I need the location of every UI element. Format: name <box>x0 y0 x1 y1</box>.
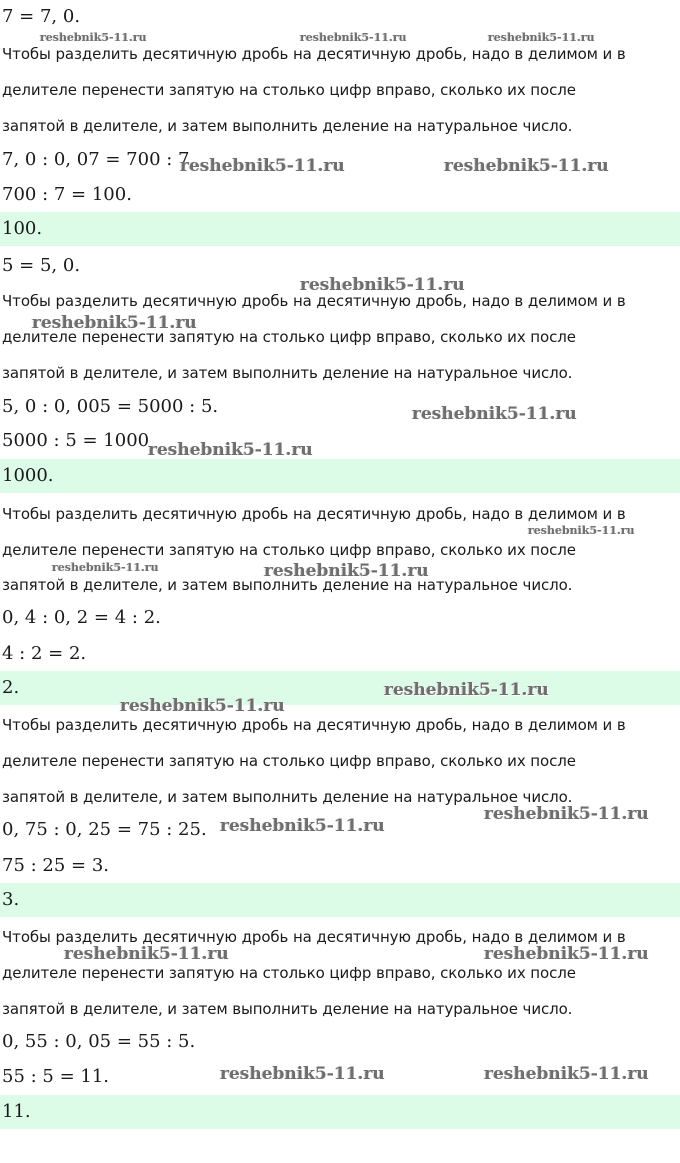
rule-text-line: Чтобы разделить десятичную дробь на десятичную дробь, надо в делимом и в <box>2 928 626 946</box>
answer-row: 1000. <box>0 459 680 493</box>
watermark-text: reshebnik5-11.ru <box>484 1064 649 1084</box>
watermark-text: reshebnik5-11.ru <box>412 404 577 424</box>
rule-text-line: запятой в делителе, и затем выполнить деление на натуральное число. <box>2 364 573 382</box>
rule-text-line: Чтобы разделить десятичную дробь на десятичную дробь, надо в делимом и в <box>2 716 626 734</box>
rule-text-line: запятой в делителе, и затем выполнить деление на натуральное число. <box>2 576 573 594</box>
watermark-text: reshebnik5-11.ru <box>32 313 197 333</box>
rule-text-line: запятой в делителе, и затем выполнить деление на натуральное число. <box>2 117 573 135</box>
equation-line: 0, 55 : 0, 05 = 55 : 5. <box>2 1031 196 1052</box>
watermark-text: reshebnik5-11.ru <box>52 561 159 574</box>
watermark-text: reshebnik5-11.ru <box>484 804 649 824</box>
rule-text-line: делителе перенести запятую на столько цифр вправо, сколько их после <box>2 964 576 982</box>
rule-text-line: запятой в делителе, и затем выполнить деление на натуральное число. <box>2 788 573 806</box>
rule-text-line: делителе перенести запятую на столько цифр вправо, сколько их после <box>2 752 576 770</box>
watermark-text: reshebnik5-11.ru <box>180 156 345 176</box>
equation-line: 5000 : 5 = 1000 <box>2 430 150 451</box>
watermark-text: reshebnik5-11.ru <box>444 156 609 176</box>
equation-line: 55 : 5 = 11. <box>2 1066 110 1087</box>
equation-line: 700 : 7 = 100. <box>2 184 132 205</box>
equation-line: 0, 75 : 0, 25 = 75 : 25. <box>2 819 207 840</box>
rule-text-line: Чтобы разделить десятичную дробь на десятичную дробь, надо в делимом и в <box>2 292 626 310</box>
rule-text-line: Чтобы разделить десятичную дробь на десятичную дробь, надо в делимом и в <box>2 45 626 63</box>
equation-line: 5, 0 : 0, 005 = 5000 : 5. <box>2 396 219 417</box>
equation-line: 7, 0 : 0, 07 = 700 : 7 <box>2 149 190 170</box>
equation-line: 4 : 2 = 2. <box>2 643 87 664</box>
answer-row: 2. <box>0 671 680 705</box>
rule-text-line: делителе перенести запятую на столько цифр вправо, сколько их после <box>2 328 576 346</box>
watermark-text: reshebnik5-11.ru <box>300 31 407 44</box>
rule-text-line: Чтобы разделить десятичную дробь на десятичную дробь, надо в делимом и в <box>2 505 626 523</box>
watermark-text: reshebnik5-11.ru <box>264 561 429 581</box>
answer-row: 3. <box>0 883 680 917</box>
watermark-text: reshebnik5-11.ru <box>64 944 229 964</box>
watermark-text: reshebnik5-11.ru <box>488 31 595 44</box>
watermark-text: reshebnik5-11.ru <box>120 696 285 716</box>
equation-line: 5 = 5, 0. <box>2 255 81 276</box>
watermark-text: reshebnik5-11.ru <box>220 1064 385 1084</box>
equation-line: 7 = 7, 0. <box>2 6 81 27</box>
answer-row: 11. <box>0 1095 680 1129</box>
watermark-text: reshebnik5-11.ru <box>528 524 635 537</box>
rule-text-line: делителе перенести запятую на столько цифр вправо, сколько их после <box>2 81 576 99</box>
watermark-text: reshebnik5-11.ru <box>484 944 649 964</box>
watermark-text: reshebnik5-11.ru <box>384 680 549 700</box>
equation-line: 0, 4 : 0, 2 = 4 : 2. <box>2 607 161 628</box>
watermark-text: reshebnik5-11.ru <box>148 440 313 460</box>
equation-line: 75 : 25 = 3. <box>2 855 110 876</box>
watermark-text: reshebnik5-11.ru <box>300 275 465 295</box>
rule-text-line: делителе перенести запятую на столько цифр вправо, сколько их после <box>2 541 576 559</box>
watermark-text: reshebnik5-11.ru <box>220 816 385 836</box>
answer-row: 100. <box>0 212 680 246</box>
watermark-text: reshebnik5-11.ru <box>40 31 147 44</box>
rule-text-line: запятой в делителе, и затем выполнить деление на натуральное число. <box>2 1000 573 1018</box>
